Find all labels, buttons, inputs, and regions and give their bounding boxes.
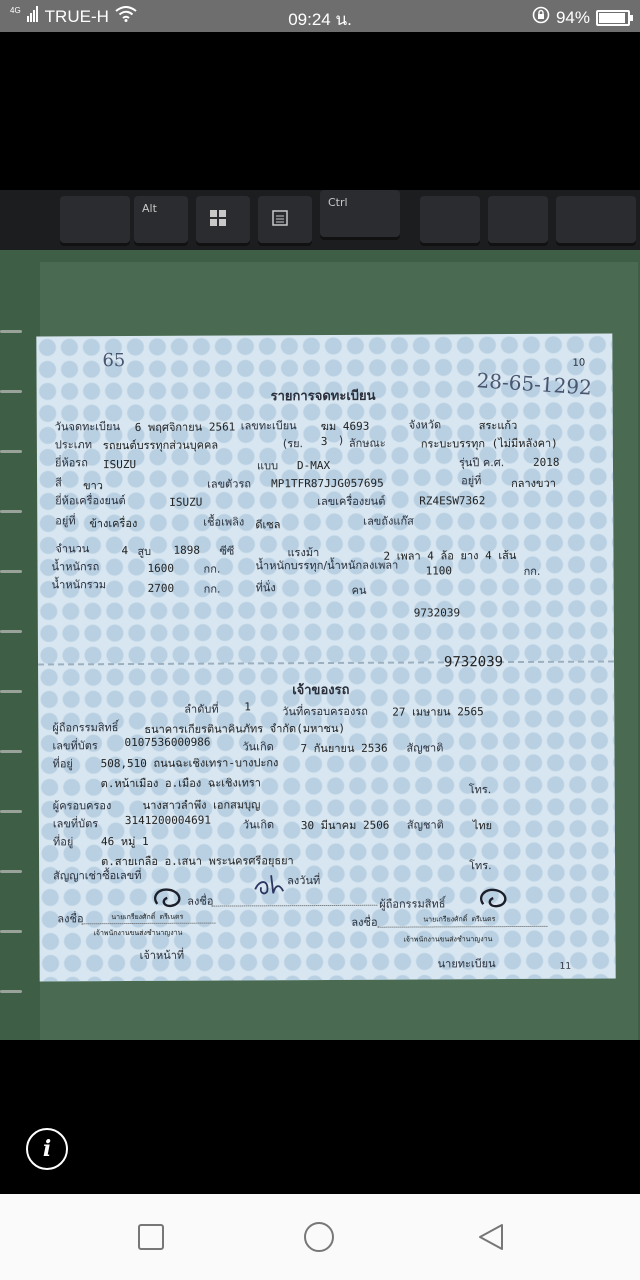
label: ยี่ห้อเครื่องยนต์ — [55, 494, 126, 508]
label: ) — [338, 433, 344, 447]
label: ลงวันที่ — [287, 874, 321, 888]
total-weight: 2700 — [147, 581, 175, 595]
handwritten-signature — [249, 865, 289, 899]
vehicle-type: รถยนต์บรรทุกส่วนบุคคล — [102, 438, 219, 453]
label: กก. — [203, 582, 221, 596]
key — [488, 196, 548, 246]
label: ลักษณะ — [348, 436, 386, 450]
label: สัญญาเช่าซื้อเลขที่ — [53, 868, 142, 883]
engine-location: ข้างเครื่อง — [89, 516, 138, 531]
label: ที่นั่ง — [255, 581, 276, 595]
label: จังหวัด — [408, 418, 442, 432]
binding-ring — [0, 930, 22, 933]
label: อยู่ที่ — [55, 514, 76, 528]
label: โทร. — [468, 783, 492, 797]
binding-ring — [0, 330, 22, 333]
windows-icon — [210, 210, 226, 226]
key — [60, 196, 130, 246]
status-bar — [0, 0, 640, 32]
label: ผู้ครอบครอง — [52, 799, 112, 813]
holder-address-line2: ต.สายเกลือ อ.เสนา พระนครศรีอยุธยา — [101, 854, 294, 869]
battery-fill — [599, 13, 625, 23]
engine-brand: ISUZU — [169, 495, 203, 509]
vehicle-code: 3 — [320, 434, 328, 449]
label: วันเกิด — [242, 740, 274, 754]
holder-nationality: ไทย — [472, 819, 493, 833]
owner-birthdate: 7 กันยายน 2536 — [300, 741, 388, 756]
binding-ring — [0, 750, 22, 753]
recent-apps-button[interactable] — [134, 1220, 168, 1254]
document-number: 9732039 — [413, 606, 461, 620]
label: เลขถังแก๊ส — [363, 514, 414, 528]
label: เลขที่บัตร — [52, 817, 99, 831]
label: ผู้ถือกรรมสิทธิ์ — [379, 897, 446, 911]
label: สูบ — [137, 544, 152, 558]
rotation-lock-icon — [532, 6, 550, 29]
cylinder-count: 4 — [121, 544, 129, 558]
vehicle-model: D-MAX — [296, 458, 331, 473]
clock: 09:24 น. — [288, 10, 352, 29]
label: คน — [351, 583, 367, 597]
label: เลขตัวรถ — [207, 477, 252, 491]
signature-line — [211, 905, 377, 907]
vin-number: MP1TFR87JJG057695 — [271, 476, 384, 491]
registration-date: 6 พฤศจิกายน 2561 — [134, 420, 236, 434]
handwritten-file-number: 28-65-1292 — [475, 368, 593, 400]
owner-id: 0107536000986 — [124, 735, 211, 750]
signature-line — [377, 926, 547, 928]
back-button[interactable] — [474, 1220, 508, 1254]
menu-icon — [272, 210, 288, 226]
label: วันที่ครอบครองรถ — [282, 704, 368, 719]
engine-number: RZ4ESW7362 — [419, 494, 486, 508]
signature-mark — [475, 886, 515, 910]
label: ลงชื่อ — [187, 894, 214, 908]
handwritten-number: 65 — [102, 350, 126, 372]
fuel-type: ดีเซล — [255, 518, 281, 532]
photo-viewer[interactable] — [0, 190, 640, 1040]
label: น้ำหนักบรรทุก/น้ำหนักลงเพลา — [255, 558, 399, 573]
label: น้ำหนักรวม — [51, 578, 107, 592]
label: (รย. — [282, 437, 304, 451]
back-triangle-icon — [474, 1220, 508, 1254]
document-title: รายการจดทะเบียน — [270, 388, 376, 405]
label: แรงม้า — [287, 546, 320, 560]
key — [420, 196, 480, 246]
vehicle-weight: 1600 — [147, 561, 175, 575]
binding-ring — [0, 870, 22, 873]
home-button[interactable] — [302, 1220, 336, 1254]
label: อยู่ที่ — [461, 474, 482, 488]
label: เลขเครื่องยนต์ — [317, 494, 386, 509]
label: สี — [55, 476, 62, 490]
label: เลขที่บัตร — [52, 739, 98, 753]
page-number: 11 — [559, 961, 572, 972]
network-type: 4G — [10, 6, 21, 15]
label: สัญชาติ — [406, 741, 444, 755]
vehicle-registration-document — [36, 333, 615, 981]
folder-binding — [0, 320, 30, 1040]
label: นายทะเบียน — [437, 957, 496, 971]
label: ลงชื่อ — [351, 915, 378, 929]
label: เชื้อเพลิง — [203, 515, 245, 529]
label: ที่อยู่ — [52, 757, 73, 771]
vehicle-holder: นางสาวลำพึง เอกสมบุญ — [142, 798, 261, 812]
label: ลงชื่อ — [57, 912, 84, 926]
ownership-date: 27 เมษายน 2565 — [392, 705, 484, 719]
signature-mark — [149, 886, 189, 910]
label: โทร. — [469, 859, 492, 873]
province: สระแก้ว — [478, 418, 518, 433]
label: รุ่นปี ค.ศ. — [458, 456, 505, 470]
vehicle-style: กระบะบรรทุก (ไม่มีหลังคา) — [420, 436, 558, 451]
binding-ring — [0, 630, 22, 633]
label: ซีซี — [219, 544, 235, 558]
binding-ring — [0, 810, 22, 813]
label: กก. — [523, 564, 541, 578]
label: เลขทะเบียน — [240, 419, 297, 433]
load-weight: 1100 — [425, 564, 453, 578]
binding-ring — [0, 990, 22, 993]
holder-address-line1: 46 หมู่ 1 — [100, 834, 149, 849]
carrier-name: TRUE-H — [44, 6, 109, 26]
key-ctrl: Ctrl — [320, 190, 400, 240]
label: วันเกิด — [242, 818, 275, 832]
label: ยี่ห้อรถ — [54, 456, 88, 470]
perforation-line — [38, 660, 614, 667]
engine-cc: 1898 — [173, 543, 200, 557]
label: ลำดับที่ — [184, 702, 219, 716]
owner-address-line2: ต.หน้าเมือง อ.เมือง ฉะเชิงเทรา — [100, 776, 261, 791]
vin-location: กลางขวา — [511, 476, 556, 491]
holder-birthdate: 30 มีนาคม 2506 — [300, 818, 390, 833]
plate-number: ฆม 4693 — [320, 419, 370, 434]
document-number-cut: 9732039 — [443, 654, 504, 671]
label: ผู้ถือกรรมสิทธิ์ — [52, 721, 119, 735]
label: วันจดทะเบียน — [54, 420, 120, 434]
binding-ring — [0, 510, 22, 513]
battery-percent: 94% — [555, 7, 590, 27]
menu-key — [258, 196, 312, 246]
label: ประเภท — [54, 438, 92, 452]
registrar-position: เจ้าพนักงานขนส่งชำนาญงาน — [403, 935, 493, 944]
label: น้ำหนักรถ — [51, 560, 100, 574]
owner-order: 1 — [244, 700, 251, 714]
vehicle-brand: ISUZU — [102, 457, 137, 472]
square-icon — [134, 1220, 168, 1254]
info-button[interactable] — [26, 1128, 68, 1170]
info-icon: i — [42, 1136, 52, 1162]
navigation-bar — [0, 1194, 640, 1280]
legal-owner: ธนาคารเกียรตินาคินภัทร จำกัด(มหาชน) — [144, 721, 346, 736]
label: แบบ — [256, 459, 279, 473]
battery-icon — [596, 10, 630, 26]
binding-ring — [0, 450, 22, 453]
model-year: 2018 — [532, 455, 560, 469]
label: เจ้าหน้าที่ — [139, 948, 185, 962]
registrar-name: นายเกรียงศักดิ์ ตรีเนตร — [423, 915, 496, 924]
officer-name: นายเกรียงศักดิ์ ตรีเนตร — [111, 912, 184, 922]
label: ที่อยู่ — [52, 835, 74, 849]
circle-icon — [302, 1220, 336, 1254]
label: กก. — [203, 562, 221, 576]
holder-id: 3141200004691 — [124, 813, 211, 828]
axle-info: 2 เพลา 4 ล้อ ยาง 4 เส้น — [383, 549, 517, 563]
binding-ring — [0, 390, 22, 393]
label: สัญชาติ — [406, 818, 444, 832]
vehicle-color: ขาว — [83, 479, 104, 493]
key — [556, 196, 636, 246]
binding-ring — [0, 690, 22, 693]
page-number: 10 — [572, 357, 586, 369]
label: จำนวน — [55, 542, 90, 556]
key-alt: Alt — [134, 196, 188, 246]
officer-position: เจ้าพนักงานขนส่งชำนาญงาน — [93, 928, 183, 938]
windows-key — [196, 196, 250, 246]
owner-address-line1: 508,510 ถนนฉะเชิงเทรา-บางปะกง — [100, 756, 279, 771]
binding-ring — [0, 570, 22, 573]
owner-section-title: เจ้าของรถ — [292, 682, 350, 699]
